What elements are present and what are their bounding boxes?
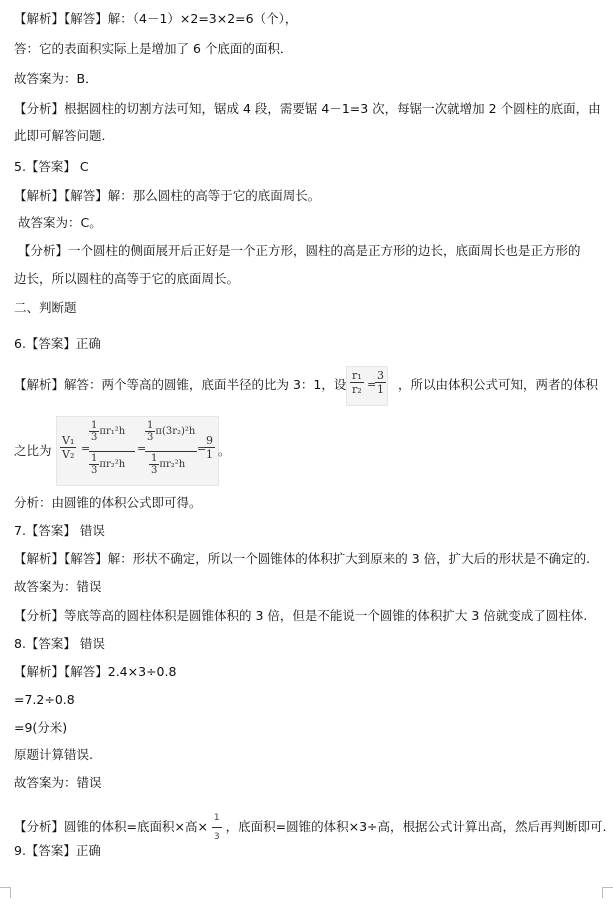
denominator-expr-1	[89, 453, 135, 476]
page-corner-mark-left	[0, 887, 11, 898]
solution-line: 【解析】【解答】解：那么圆柱的高等于它的底面周长。	[14, 188, 321, 203]
answer-line: 答：它的表面积实际上是增加了 6 个底面的面积．	[14, 41, 293, 56]
result-fraction	[204, 434, 215, 461]
analysis-line	[14, 809, 607, 846]
conclusion-line: 故答案为：错误	[14, 775, 102, 790]
v2: V₂	[62, 448, 75, 461]
analysis-line: 【分析】等底等高的圆柱体积是圆锥体积的 3 倍，但是不能说一个圆锥的体积扩大 3 倍就变成了圆柱体.	[14, 608, 588, 623]
question-9-answer: 9.【答案】正确	[14, 843, 101, 858]
question-5-answer: 5.【答案】 C	[14, 159, 89, 174]
one-third	[145, 420, 155, 443]
three: 3	[91, 465, 98, 476]
equals-sign: =	[367, 378, 377, 391]
solution-text: 【解析】解答：两个等高的圆锥，底面半径的比为 3：1，设	[14, 377, 347, 392]
page-corner-mark-right	[602, 887, 613, 898]
analysis-text-cont: ，底面积=圆锥的体积×3÷高，根据公式计算出高，然后再判断即可.	[225, 819, 607, 834]
one-third-fraction	[212, 809, 222, 846]
numerator-expr-1	[89, 420, 135, 443]
solution-line: 【解析】【解答】2.4×3÷0.8	[14, 664, 177, 679]
solution-line: 【解析】【解答】解：（4－1）×2=3×2=6（个），	[14, 11, 298, 26]
analysis-line: 【分析】根据圆柱的切割方法可知，锯成 4 段，需要锯 4－1=3 次，每锯一次就增加 2 个圆柱的底面，由	[14, 101, 601, 116]
equals-sign: =	[197, 442, 207, 455]
v-ratio	[60, 434, 76, 461]
numerator-expr-2	[145, 420, 197, 443]
three: 3	[91, 432, 98, 443]
solution-line: 【解析】【解答】解：形状不确定，所以一个圆锥体的体积扩大到原来的 3 倍，扩大后的形状是不确定的.	[14, 551, 591, 566]
ratio-value-denominator: 1	[377, 383, 384, 396]
term-r2: πr₂²h	[99, 459, 126, 470]
section-heading: 二、判断题	[14, 300, 77, 315]
conclusion-line: 故答案为：错误	[14, 579, 102, 594]
fraction-bar	[145, 451, 197, 452]
ratio-denominator: r₂	[352, 383, 362, 396]
solution-line-cont: ，所以由体积公式可知，两者的体积	[398, 377, 599, 392]
ratio-value-fraction	[375, 369, 386, 396]
v1: V₁	[62, 434, 75, 447]
analysis-text: 【分析】圆锥的体积=底面积×高×	[14, 819, 208, 834]
three: 3	[213, 832, 220, 842]
ratio-numerator: r₁	[352, 369, 362, 382]
ratio-end: 。	[218, 443, 231, 458]
question-6-answer: 6.【答案】正确	[14, 336, 101, 351]
one: 1	[91, 420, 98, 431]
ratio-fraction	[350, 369, 364, 396]
result-denominator: 1	[206, 448, 213, 461]
result-numerator: 9	[206, 434, 213, 447]
term-3r2: π(3r₂)²h	[155, 426, 196, 437]
term-r1: πr₁²h	[99, 426, 126, 437]
one-third	[89, 420, 99, 443]
ratio-intro: 之比为	[14, 443, 52, 458]
three: 3	[151, 465, 158, 476]
ratio-formula-image	[346, 366, 388, 406]
one: 1	[91, 453, 98, 464]
denominator-expr-2	[149, 453, 197, 476]
analysis-line: 【分析】一个圆柱的侧面展开后正好是一个正方形，圆柱的高是正方形的边长，底面周长也是正方形的	[18, 243, 581, 258]
conclusion-line: 故答案为：C。	[18, 215, 102, 230]
fraction-bar	[89, 451, 135, 452]
one-third	[89, 453, 99, 476]
one: 1	[151, 453, 158, 464]
one-third	[149, 453, 159, 476]
three: 3	[147, 432, 154, 443]
question-7-answer: 7.【答案】 错误	[14, 523, 105, 538]
calc-step: =9(分米)	[14, 720, 68, 735]
calc-step: =7.2÷0.8	[14, 692, 75, 707]
question-8-answer: 8.【答案】 错误	[14, 636, 105, 651]
one: 1	[212, 809, 222, 828]
analysis-line-cont: 此即可解答问题．	[14, 128, 115, 143]
term-r2: πr₂²h	[159, 459, 186, 470]
equals-sign: =	[81, 442, 91, 455]
volume-ratio-formula-image	[56, 416, 219, 486]
ratio-value-numerator: 3	[377, 369, 384, 382]
one: 1	[147, 420, 154, 431]
conclusion-line: 故答案为：B．	[14, 71, 98, 86]
calc-note: 原题计算错误.	[14, 747, 93, 762]
analysis-line: 分析：由圆锥的体积公式即可得。	[14, 495, 202, 510]
equals-sign: =	[137, 442, 147, 455]
analysis-line-cont: 边长，所以圆柱的高等于它的底面周长。	[14, 271, 240, 286]
